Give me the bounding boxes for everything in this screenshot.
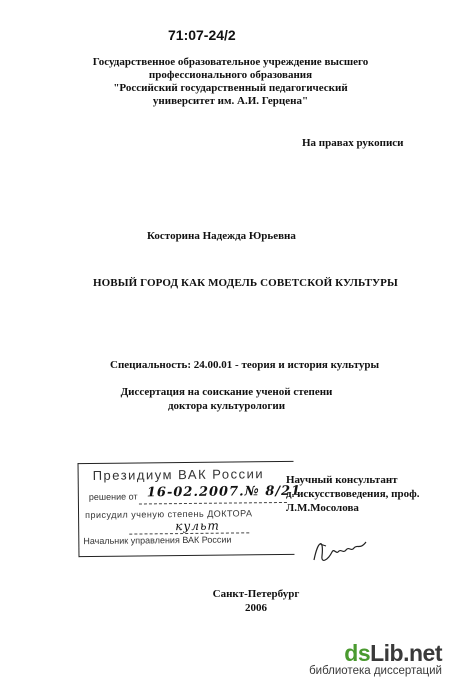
stamp-handwritten-field: культ bbox=[175, 518, 220, 534]
dslib-subtitle: библиотека диссертаций bbox=[309, 665, 442, 677]
stamp-line: решение от bbox=[88, 491, 138, 503]
advisor-line: д. искусствоведения, проф. bbox=[286, 488, 420, 500]
specialty: Специальность: 24.00.01 - теория и история культуры bbox=[110, 359, 380, 371]
stamp-handwritten-date: 16-02.2007.№ 8/21 bbox=[146, 483, 302, 501]
institution-line: университет им. А.И. Герцена" bbox=[152, 95, 309, 107]
author-name: Косторина Надежда Юрьевна bbox=[147, 230, 296, 242]
rights-note: На правах рукописи bbox=[302, 137, 404, 149]
year: 2006 bbox=[245, 602, 267, 614]
dslib-watermark bbox=[309, 641, 442, 677]
institution-line: Государственное образовательное учреждение высшего bbox=[92, 56, 369, 68]
handwritten-signature bbox=[310, 530, 370, 570]
degree-line: Диссертация на соискание ученой степени bbox=[120, 386, 333, 398]
vak-stamp bbox=[78, 461, 302, 557]
degree-line: доктора культурологии bbox=[167, 400, 286, 412]
stamp-line: Начальник управления ВАК России bbox=[83, 534, 232, 547]
dissertation-title: НОВЫЙ ГОРОД КАК МОДЕЛЬ СОВЕТСКОЙ КУЛЬТУРЫ bbox=[93, 277, 398, 289]
dslib-logo: dsLib.net bbox=[344, 640, 442, 666]
institution-block bbox=[88, 56, 373, 108]
place-year-block bbox=[206, 587, 306, 615]
advisor-line: Научный консультант bbox=[286, 474, 398, 486]
institution-line: профессионального образования bbox=[148, 69, 313, 81]
city: Санкт-Петербург bbox=[212, 588, 300, 600]
institution-line: "Российский государственный педагогический bbox=[113, 82, 348, 94]
stamp-underline bbox=[139, 502, 287, 505]
advisor-line: Л.М.Мосолова bbox=[286, 502, 359, 514]
stamp-line: присудил ученую степень ДОКТОРА bbox=[85, 508, 253, 521]
stamp-line: Президиум ВАК России bbox=[92, 466, 265, 483]
degree-block bbox=[104, 385, 349, 413]
advisor-block bbox=[286, 473, 419, 515]
document-code: 71:07-24/2 bbox=[168, 27, 236, 43]
